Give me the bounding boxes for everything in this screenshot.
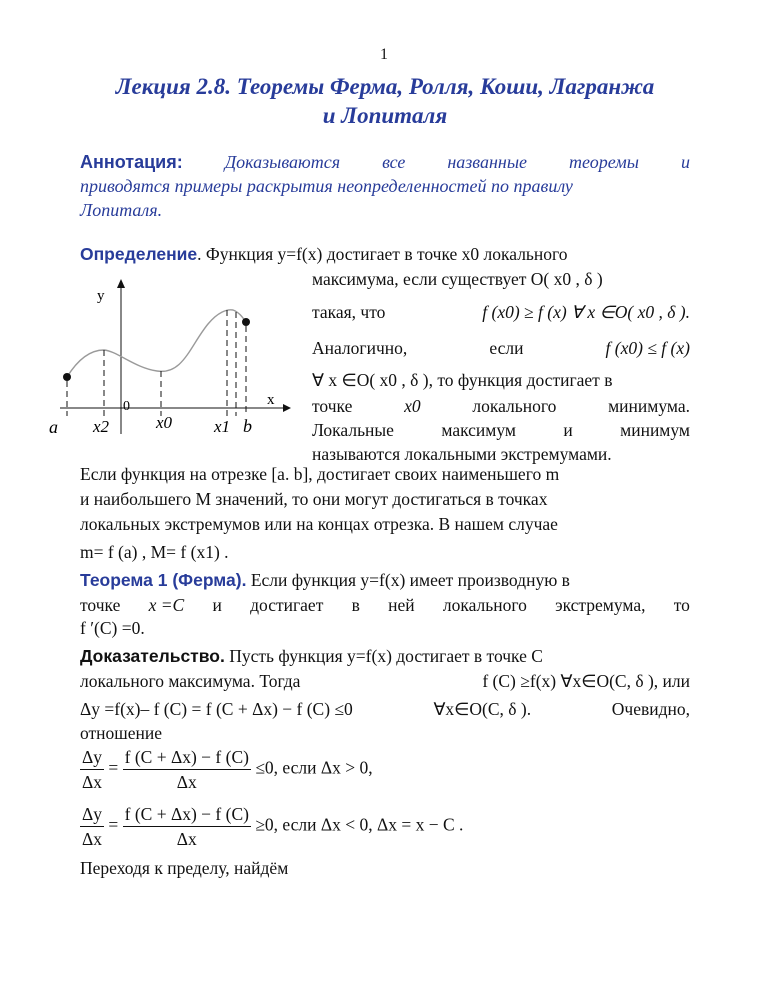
fraction-dy-dx (80, 745, 104, 794)
definition-line-1-text: . Функция y=f(x) достигает в точке x0 локального (197, 244, 568, 264)
x-axis-arrow (283, 404, 291, 412)
theorem-line-1-text: Если функция y=f(x) имеет производную в (246, 570, 570, 590)
proof-line-1 (80, 644, 690, 668)
lecture-title (60, 72, 710, 130)
proof-line-1-text: Пусть функция y=f(x) достигает в точке C (224, 646, 543, 666)
proof-line-4: отношение (80, 723, 163, 743)
definition-word: максимум (441, 420, 516, 440)
annotation-word: Доказываются (224, 152, 341, 172)
definition-line-8: называются локальными экстремумами. (312, 444, 612, 464)
paragraph-line-4: m= f (a) , M= f (x1) . (80, 542, 229, 562)
theorem-line-1 (80, 568, 690, 592)
definition-word: минимум (620, 420, 690, 440)
proof-line-3-a: Δy =f(x)– f (C) = f (C + Δx) − f (C) ≤0 (80, 699, 353, 719)
annotation-word: все (382, 152, 406, 172)
theorem-word: локального (442, 595, 527, 615)
fraction-increment (123, 745, 251, 794)
proof-line-2-a: локального максимума. Тогда (80, 671, 301, 691)
title-line-2: и Лопиталя (322, 103, 448, 128)
fraction-dy-dx (80, 802, 104, 851)
y-axis-label: y (97, 288, 105, 304)
fraction-denominator: Δx (176, 772, 197, 792)
function-graph (49, 276, 295, 444)
equals-sign: = (108, 814, 119, 835)
tick-label-a: a (49, 417, 58, 437)
tick-label-b: b (243, 416, 252, 436)
definition-line-3 (312, 300, 690, 324)
fraction-numerator: f (C + Δx) − f (C) (123, 802, 251, 827)
fraction-denominator: Δx (82, 829, 103, 849)
annotation-word: названные (447, 152, 528, 172)
theorem-word: x =C (148, 595, 185, 615)
condition-negative: ≥0, если Δx < 0, Δx = x − C . (255, 814, 464, 835)
annotation-word: теоремы (569, 152, 639, 172)
definition-line-3-b: f (x0) ≥ f (x) ∀ x ∈O( x0 , δ ). (482, 302, 690, 322)
proof-heading: Доказательство. (80, 646, 225, 666)
definition-word: x0 (404, 396, 421, 416)
definition-line-4-a: Аналогично, (312, 338, 408, 358)
proof-line-2 (80, 669, 690, 693)
definition-line-6 (312, 394, 690, 418)
proof-line-3-b: ∀x∈O(C, δ ). (433, 699, 532, 719)
title-line-1: Лекция 2.8. Теоремы Ферма, Ролля, Коши, Лагранжа (115, 74, 655, 99)
fraction-numerator: Δy (80, 802, 104, 827)
fraction-denominator: Δx (82, 772, 103, 792)
definition-line-4-c: f (x0) ≤ f (x) (605, 338, 690, 358)
equals-sign: = (108, 757, 119, 778)
annotation-heading: Аннотация: (80, 152, 183, 172)
paragraph-line-1: Если функция на отрезке [a. b], достигает своих наименьшего m (80, 464, 560, 484)
tick-label-x2: x2 (93, 417, 110, 436)
theorem-word: в (351, 595, 360, 615)
definition-line-1 (80, 242, 690, 266)
theorem-word: экстремума, (555, 595, 646, 615)
definition-line-4 (312, 336, 690, 360)
annotation-line-3: Лопиталя. (80, 200, 163, 220)
definition-word: локального (472, 396, 557, 416)
definition-word: Локальные (312, 420, 394, 440)
endpoint-a-dot (63, 373, 71, 381)
definition-line-7 (312, 418, 690, 442)
proof-line-3-c: Очевидно, (611, 699, 690, 719)
y-axis-arrow (117, 279, 125, 288)
condition-positive: ≤0, если Δx > 0, (255, 757, 373, 778)
tick-label-x1: x1 (214, 417, 231, 436)
theorem-word: ней (388, 595, 415, 615)
annotation-line-2: приводятся примеры раскрытия неопределенностей по правилу (80, 176, 573, 196)
tick-label-x0: x0 (156, 413, 173, 432)
definition-word: точке (312, 396, 353, 416)
fraction-equation-2 (80, 802, 700, 851)
definition-line-4-b: если (489, 338, 524, 358)
proof-line-3 (80, 697, 690, 721)
definition-line-5: ∀ x ∈O( x0 , δ ), то функция достигает в (312, 370, 613, 390)
endpoint-b-dot (242, 318, 250, 326)
fraction-equation-1 (80, 745, 700, 794)
annotation (80, 150, 690, 222)
paragraph-line-3: локальных экстремумов или на концах отрезка. В нашем случае (80, 514, 558, 534)
theorem-word: точке (80, 595, 121, 615)
fraction-numerator: Δy (80, 745, 104, 770)
definition-word: минимума. (608, 396, 690, 416)
origin-label: 0 (123, 399, 130, 414)
fraction-numerator: f (C + Δx) − f (C) (123, 745, 251, 770)
theorem-line-3: f ′(C) =0. (80, 618, 145, 638)
fraction-increment (123, 802, 251, 851)
theorem-line-2 (80, 593, 690, 617)
definition-line-3-a: такая, что (312, 302, 386, 322)
theorem-word: и (212, 595, 222, 615)
theorem-word: то (673, 595, 690, 615)
closing-line: Переходя к пределу, найдём (80, 858, 289, 878)
annotation-line-1 (80, 150, 690, 174)
fraction-denominator: Δx (176, 829, 197, 849)
theorem-word: достигает (250, 595, 324, 615)
paragraph-line-2: и наибольшего M значений, то они могут достигаться в точках (80, 489, 548, 509)
definition-word: и (563, 420, 573, 440)
definition-line-2: максимума, если существует O( x0 , δ ) (312, 269, 603, 289)
definition-heading: Определение (80, 244, 198, 264)
function-curve (67, 310, 246, 377)
theorem-heading: Теорема 1 (Ферма). (80, 570, 247, 590)
page-number: 1 (380, 46, 388, 63)
x-axis-label: x (267, 392, 275, 408)
annotation-word: и (680, 152, 690, 172)
proof-line-2-b: f (C) ≥f(x) ∀x∈O(C, δ ), или (482, 671, 690, 691)
